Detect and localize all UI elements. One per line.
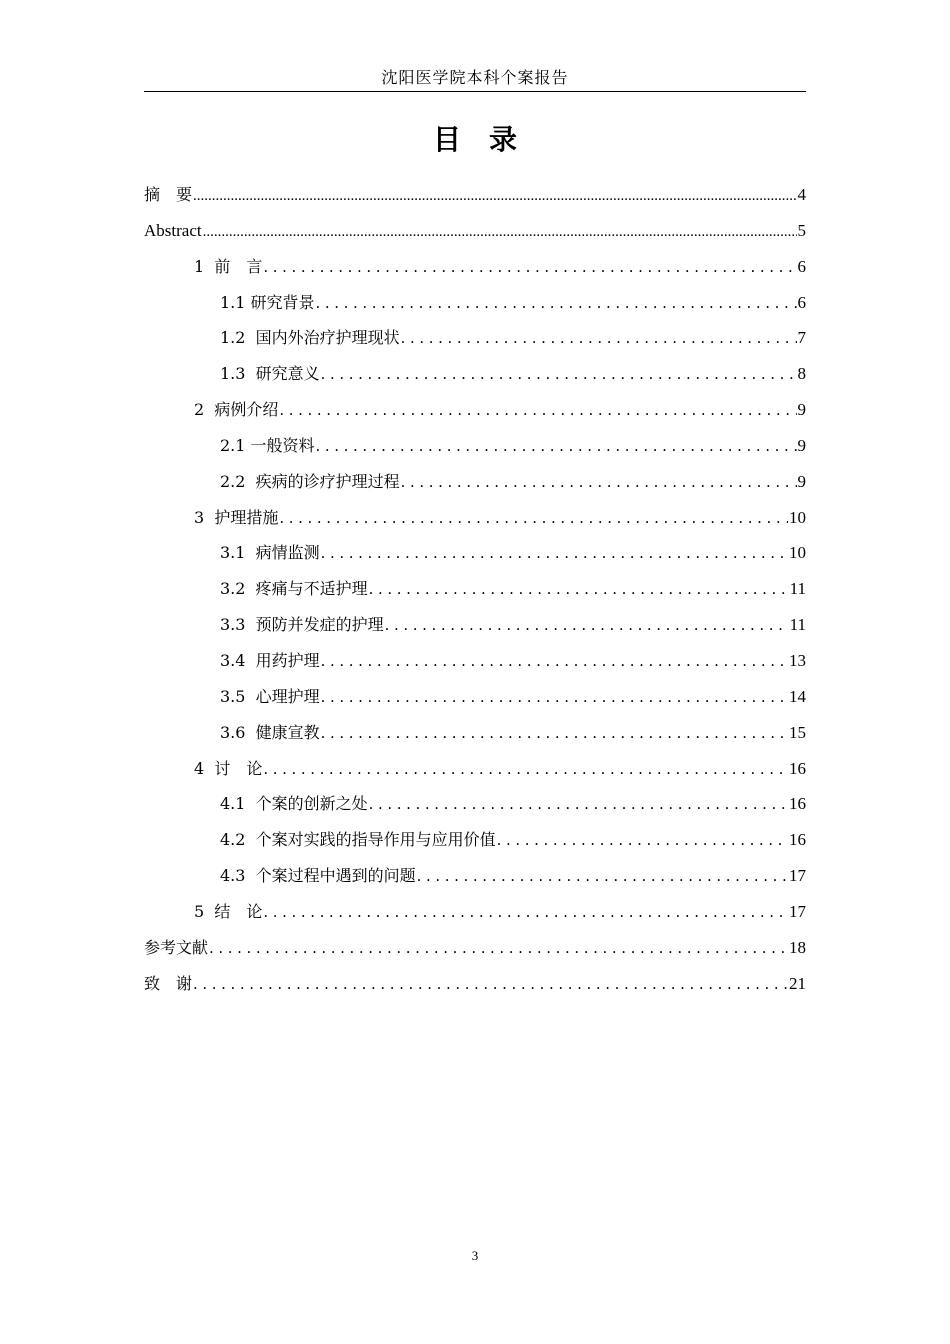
- toc-entry-section-4[interactable]: [144, 751, 806, 787]
- toc-leader-dots: [263, 895, 788, 931]
- toc-entry-label: 1.1 研究背景: [220, 292, 315, 312]
- toc-entry-page: 16: [789, 758, 806, 778]
- toc-entry-label: 3.5 心理护理: [220, 686, 320, 706]
- toc-entry-label: 1 前 言: [194, 256, 263, 276]
- toc-entry-label: 4.2 个案对实践的指导作用与应用价值: [220, 830, 496, 850]
- toc-leader-dots: [193, 179, 796, 215]
- toc-leader-dots: [321, 680, 788, 716]
- toc-entry-label: 3.1 病情监测: [220, 543, 320, 563]
- page-number: 3: [471, 1248, 479, 1263]
- toc-entry-page: 4: [797, 185, 806, 204]
- toc-entry-section-2-1[interactable]: [144, 428, 806, 464]
- toc-entry-section-2[interactable]: [144, 392, 806, 428]
- toc-entry-label: 1.2 国内外治疗护理现状: [220, 328, 400, 348]
- toc-leader-dots: [316, 429, 797, 465]
- toc-entry-page: 10: [789, 543, 806, 563]
- toc-entry-abstract-cn[interactable]: [144, 177, 806, 213]
- toc-title: 目录: [432, 123, 545, 156]
- toc-leader-dots: [279, 393, 796, 429]
- toc-leader-dots: [401, 465, 797, 501]
- toc-leader-dots: [279, 501, 788, 537]
- toc-entry-page: 13: [789, 650, 806, 670]
- toc-entry-section-4-2[interactable]: [144, 822, 806, 858]
- toc-leader-dots: [193, 967, 788, 1003]
- toc-entry-abstract-en[interactable]: [144, 213, 806, 249]
- toc-entry-section-4-3[interactable]: [144, 858, 806, 894]
- toc-entry-section-5[interactable]: [144, 894, 806, 930]
- toc-entry-label: 2.1 一般资料: [220, 435, 315, 455]
- toc-entry-label: Abstract: [144, 220, 202, 240]
- header-rule: [144, 91, 806, 92]
- toc-entry-page: 11: [789, 579, 806, 599]
- toc-entry-section-4-1[interactable]: [144, 786, 806, 822]
- toc-entry-label: 参考文献: [144, 937, 209, 957]
- toc-entry-label: 摘 要: [144, 185, 193, 204]
- toc-entry-label: 5 结 论: [194, 901, 263, 921]
- toc-entry-section-2-2[interactable]: [144, 464, 806, 500]
- toc-entry-section-3[interactable]: [144, 500, 806, 536]
- toc-entry-page: 15: [789, 722, 806, 742]
- toc-leader-dots: [209, 931, 788, 967]
- toc-leader-dots: [321, 716, 788, 752]
- toc-leader-dots: [369, 787, 788, 823]
- toc-entry-label: 4.3 个案过程中遇到的问题: [220, 866, 416, 886]
- toc-entry-label: 3.6 健康宣教: [220, 722, 320, 742]
- toc-leader-dots: [321, 357, 797, 393]
- toc-entry-references[interactable]: [144, 930, 806, 966]
- toc-entry-page: 17: [789, 866, 806, 886]
- toc-entry-section-3-5[interactable]: [144, 679, 806, 715]
- toc-leader-dots: [401, 321, 797, 357]
- toc-entry-page: 6: [797, 256, 806, 276]
- toc-entry-label: 2 病例介绍: [194, 400, 279, 420]
- toc-leader-dots: [263, 250, 796, 286]
- toc-leader-dots: [417, 859, 788, 895]
- toc-entry-page: 9: [797, 435, 806, 455]
- toc-leader-dots: [369, 572, 789, 608]
- toc-leader-dots: [203, 215, 797, 251]
- toc-leader-dots: [385, 608, 789, 644]
- table-of-contents: [144, 177, 806, 1001]
- running-header: 沈阳医学院本科个案报告: [381, 68, 569, 87]
- toc-entry-page: 16: [789, 794, 806, 814]
- toc-entry-label: 3.4 用药护理: [220, 650, 320, 670]
- toc-entry-page: 6: [797, 292, 806, 312]
- toc-entry-page: 9: [797, 471, 806, 491]
- toc-leader-dots: [316, 286, 797, 322]
- toc-entry-page: 17: [789, 901, 806, 921]
- toc-entry-label: 4.1 个案的创新之处: [220, 794, 368, 814]
- toc-entry-label: 3.2 疼痛与不适护理: [220, 579, 368, 599]
- toc-entry-section-3-1[interactable]: [144, 535, 806, 571]
- toc-leader-dots: [263, 752, 788, 788]
- toc-entry-page: 21: [789, 973, 806, 993]
- toc-entry-page: 7: [797, 328, 806, 348]
- toc-entry-label: 致 谢: [144, 973, 193, 993]
- toc-entry-label: 3.3 预防并发症的护理: [220, 615, 384, 635]
- toc-leader-dots: [497, 823, 788, 859]
- toc-entry-section-1[interactable]: [144, 249, 806, 285]
- toc-entry-label: 3 护理措施: [194, 507, 279, 527]
- toc-entry-section-3-3[interactable]: [144, 607, 806, 643]
- toc-entry-page: 8: [797, 364, 806, 384]
- toc-entry-page: 10: [789, 507, 806, 527]
- toc-entry-label: 1.3 研究意义: [220, 364, 320, 384]
- toc-entry-acknowledgements[interactable]: [144, 966, 806, 1002]
- toc-entry-section-1-3[interactable]: [144, 356, 806, 392]
- toc-leader-dots: [321, 644, 788, 680]
- toc-entry-page: 11: [789, 615, 806, 635]
- toc-entry-section-3-2[interactable]: [144, 571, 806, 607]
- toc-entry-page: 16: [789, 830, 806, 850]
- toc-entry-section-3-6[interactable]: [144, 715, 806, 751]
- toc-leader-dots: [321, 536, 788, 572]
- toc-entry-page: 18: [789, 937, 806, 957]
- toc-entry-section-1-2[interactable]: [144, 320, 806, 356]
- toc-entry-page: 5: [797, 220, 806, 240]
- toc-entry-page: 9: [797, 400, 806, 420]
- toc-entry-section-1-1[interactable]: [144, 285, 806, 321]
- toc-entry-section-3-4[interactable]: [144, 643, 806, 679]
- toc-entry-label: 2.2 疾病的诊疗护理过程: [220, 471, 400, 491]
- toc-entry-label: 4 讨 论: [194, 758, 263, 778]
- toc-entry-page: 14: [789, 686, 806, 706]
